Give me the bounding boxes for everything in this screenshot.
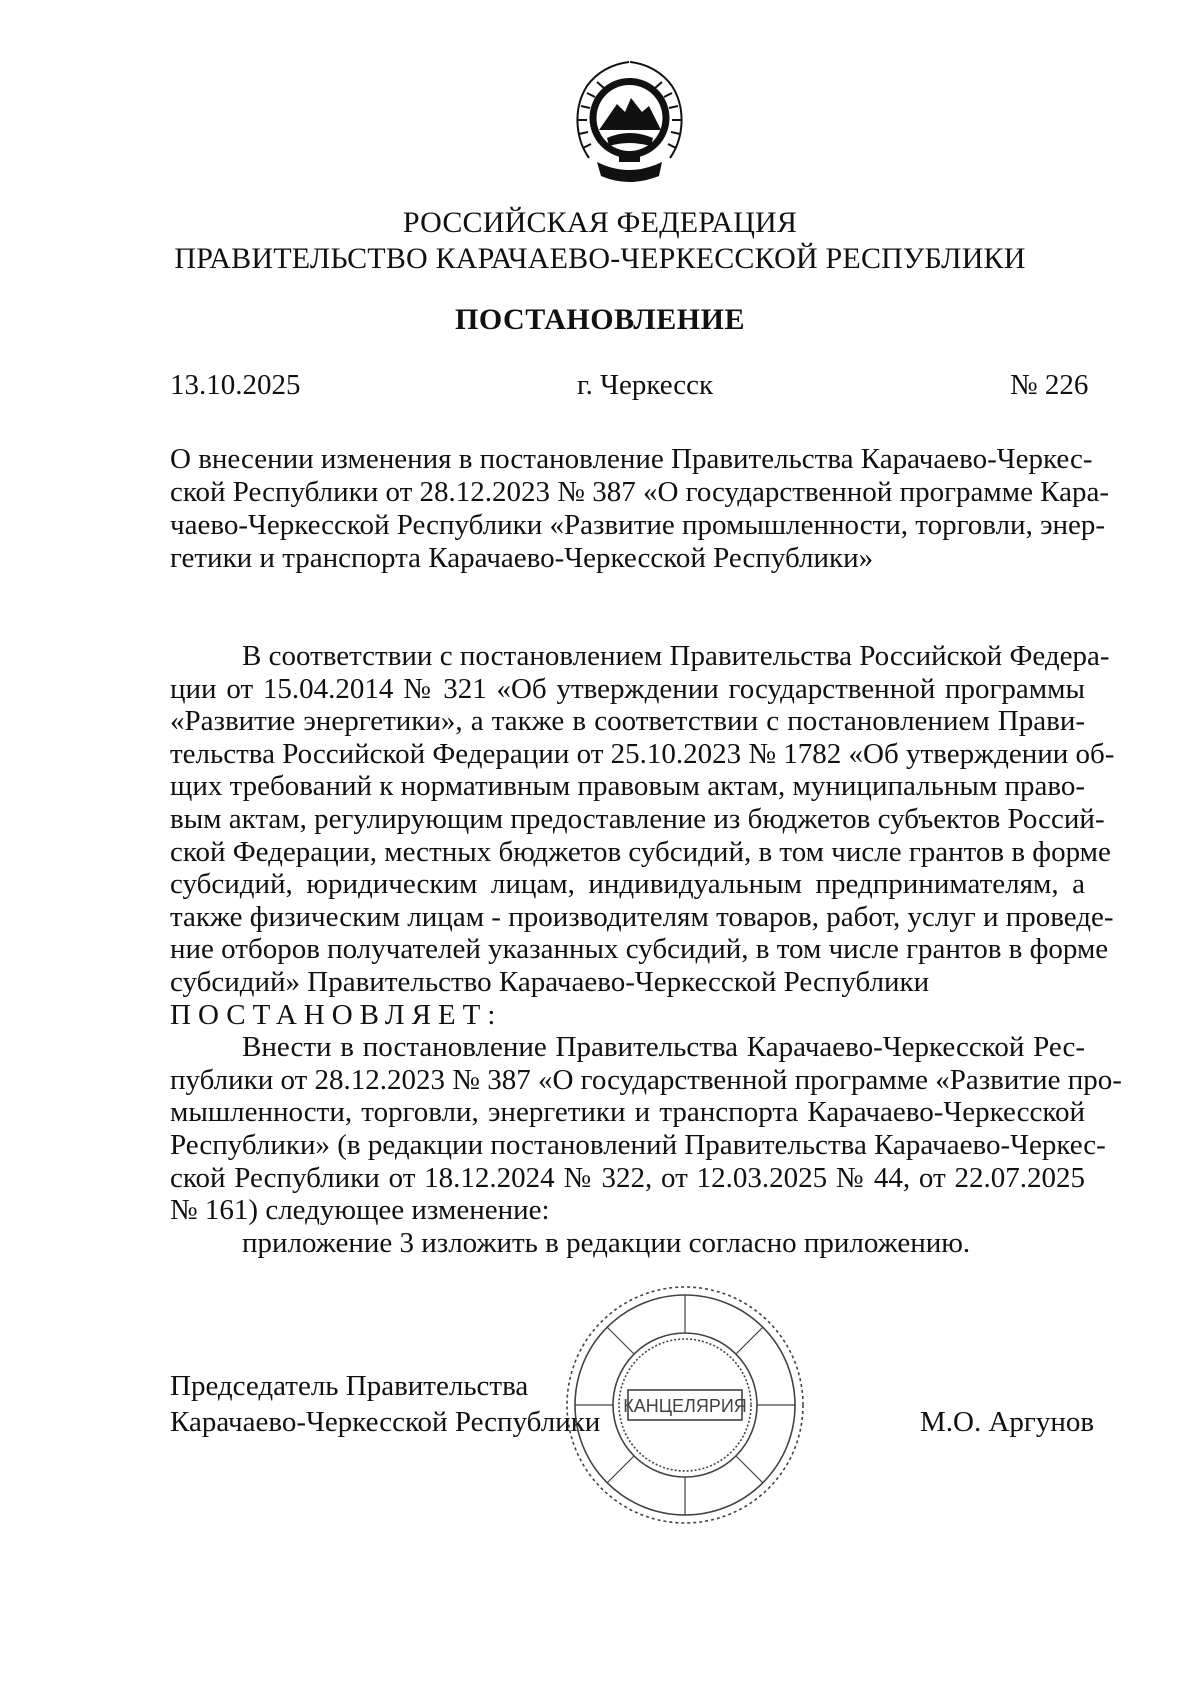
coat-of-arms-emblem <box>567 58 692 190</box>
document-title: ПОСТАНОВЛЕНИЕ <box>455 303 745 336</box>
body-line: ние отборов получателей указанных субсидий, в том числе грантов в форме <box>170 933 1109 966</box>
subject-line: чаево-Черкесской Республики «Развитие промышленности, торговли, энер- <box>170 509 1106 541</box>
signatory-position <box>170 1368 600 1440</box>
body-line: ской Республики от 18.12.2024 № 322, от 12.03.2025 № 44, от 22.07.2025 <box>170 1161 1085 1194</box>
document-body <box>170 640 1122 1259</box>
document-subject <box>170 443 1110 575</box>
document-city: г. Черкесск <box>577 369 714 401</box>
body-line: публики от 28.12.2023 № 387 «О государственной программе «Развитие про- <box>170 1063 1122 1096</box>
body-line: ской Федерации, местных бюджетов субсидий, в том числе грантов в форме <box>170 835 1111 868</box>
body-line: тельства Российской Федерации от 25.10.2023 № 1782 «Об утверждении об- <box>170 737 1115 770</box>
signatory-position-line: Карачаево-Черкесской Республики <box>170 1406 601 1438</box>
stamp-center-text: КАНЦЕЛЯРИЯ <box>623 1396 747 1416</box>
body-line: вым актам, регулирующим предоставление из бюджетов субъектов Россий- <box>170 802 1105 835</box>
body-line: Республики» (в редакции постановлений Правительства Карачаево-Черкес- <box>170 1128 1106 1161</box>
subject-line: гетики и транспорта Карачаево-Черкесской Республики» <box>170 542 874 574</box>
body-line: щих требований к нормативным правовым актам, муниципальным право- <box>170 770 1085 803</box>
subject-line: О внесении изменения в постановление Правительства Карачаево-Черкес- <box>170 443 1093 475</box>
official-stamp <box>560 1280 810 1530</box>
body-line: В соответствии с постановлением Правительства Российской Федера- <box>242 640 1110 672</box>
body-line: «Развитие энергетики», а также в соответствии с постановлением Прави- <box>170 705 1085 738</box>
signatory-position-line: Председатель Правительства <box>170 1370 529 1402</box>
body-line: № 161) следующее изменение: <box>170 1194 550 1227</box>
document-number: № 226 <box>1010 369 1089 401</box>
body-line: мышленности, торговли, энергетики и транспорта Карачаево-Черкесской <box>170 1096 1085 1129</box>
body-line: ции от 15.04.2014 № 321 «Об утверждении государственной программы <box>170 672 1085 705</box>
subject-line: ской Республики от 28.12.2023 № 387 «О государственной программе Кара- <box>170 476 1110 508</box>
body-line: субсидий» Правительство Карачаево-Черкесской Республики <box>170 965 930 998</box>
body-line: Внести в постановление Правительства Карачаево-Черкесской Рес- <box>242 1031 1085 1064</box>
body-line: субсидий, юридическим лицам, индивидуальным предпринимателям, а <box>170 868 1085 901</box>
body-line: приложение 3 изложить в редакции согласно приложению. <box>242 1226 971 1259</box>
resolution-keyword: ПОСТАНОВЛЯЕТ: <box>170 998 503 1031</box>
body-line: также физическим лицам - производителям товаров, работ, услуг и проведе- <box>170 900 1114 933</box>
signatory-name: М.О. Аргунов <box>920 1406 1095 1438</box>
document-date: 13.10.2025 <box>170 369 301 401</box>
header-country: РОССИЙСКАЯ ФЕДЕРАЦИЯ <box>402 206 798 239</box>
header-government: ПРАВИТЕЛЬСТВО КАРАЧАЕВО-ЧЕРКЕССКОЙ РЕСПУБЛИКИ <box>174 242 1026 275</box>
